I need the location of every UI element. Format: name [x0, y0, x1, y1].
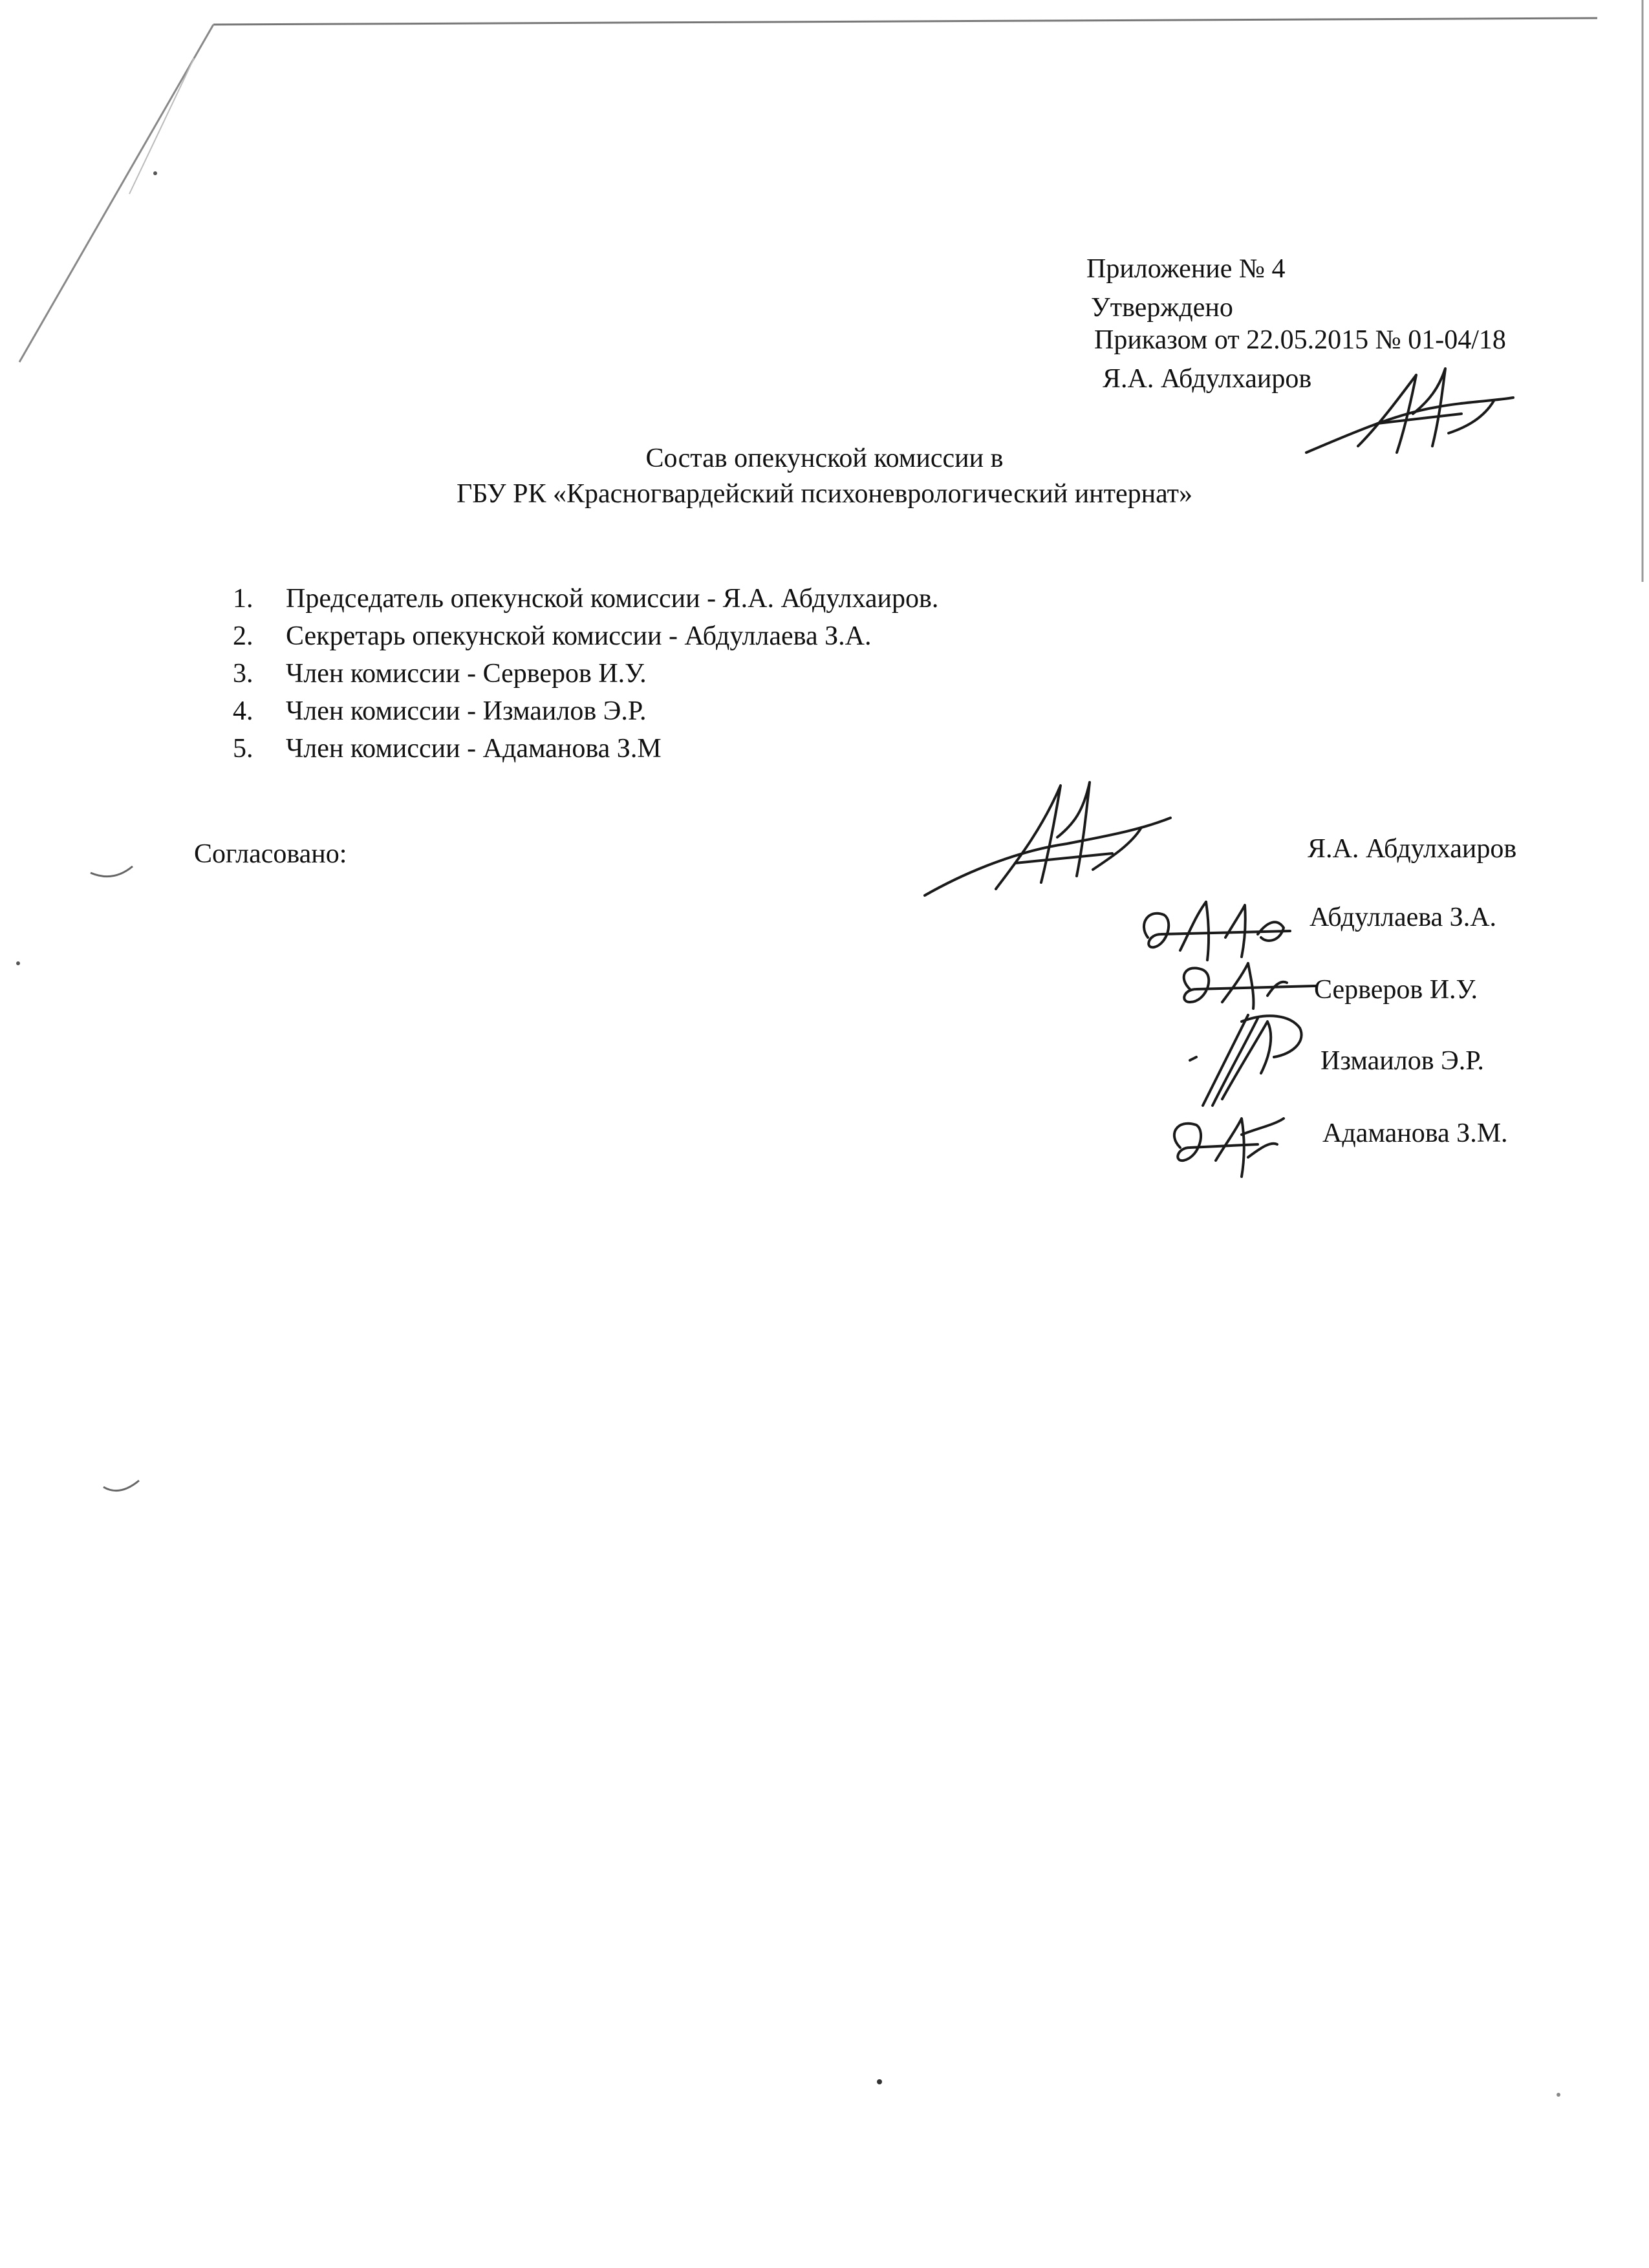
agreed-signature-4	[1177, 1009, 1319, 1112]
list-item	[233, 698, 938, 735]
item-text: Председатель опекунской комиссии - Я.А. Абдулхаиров.	[286, 584, 939, 614]
list-item	[233, 660, 938, 698]
agreed-signature-5	[1161, 1109, 1297, 1180]
item-number: 4.	[233, 696, 253, 726]
item-number: 2.	[233, 621, 253, 651]
agreed-label: Согласовано:	[194, 839, 347, 869]
order-reference: Приказом от 22.05.2015 № 01-04/18	[1094, 325, 1506, 355]
item-number: 3.	[233, 659, 253, 689]
item-text: Член комиссии - Измаилов Э.Р.	[286, 696, 647, 726]
list-item	[233, 585, 938, 623]
annex-number: Приложение № 4	[1086, 254, 1286, 284]
list-item	[233, 735, 938, 773]
agreed-signature-3	[1170, 957, 1319, 1015]
title-line-2: ГБУ РК «Красногвардейский психоневрологический интернат»	[456, 479, 1193, 509]
item-number: 5.	[233, 734, 253, 764]
signatory-name: Измаилов Э.Р.	[1320, 1046, 1484, 1076]
commission-members-list	[233, 585, 938, 773]
agreed-signature-1	[918, 773, 1177, 902]
signatory-name: Адаманова З.М.	[1322, 1118, 1508, 1148]
agreed-signature-2	[1135, 899, 1303, 970]
title-line-1: Состав опекунской комиссии в	[645, 444, 1004, 473]
item-text: Член комиссии - Серверов И.У.	[286, 659, 647, 689]
approved-label: Утверждено	[1091, 293, 1233, 323]
list-item	[233, 623, 938, 660]
approval-signer: Я.А. Абдулхаиров	[1103, 364, 1312, 394]
signatory-name: Я.А. Абдулхаиров	[1308, 834, 1517, 864]
signatory-name: Абдуллаева З.А.	[1310, 903, 1497, 932]
signatory-name: Серверов И.У.	[1314, 975, 1478, 1005]
item-text: Член комиссии - Адаманова З.М	[286, 734, 662, 764]
item-text: Секретарь опекунской комиссии - Абдуллаева З.А.	[286, 621, 872, 651]
item-number: 1.	[233, 584, 253, 614]
